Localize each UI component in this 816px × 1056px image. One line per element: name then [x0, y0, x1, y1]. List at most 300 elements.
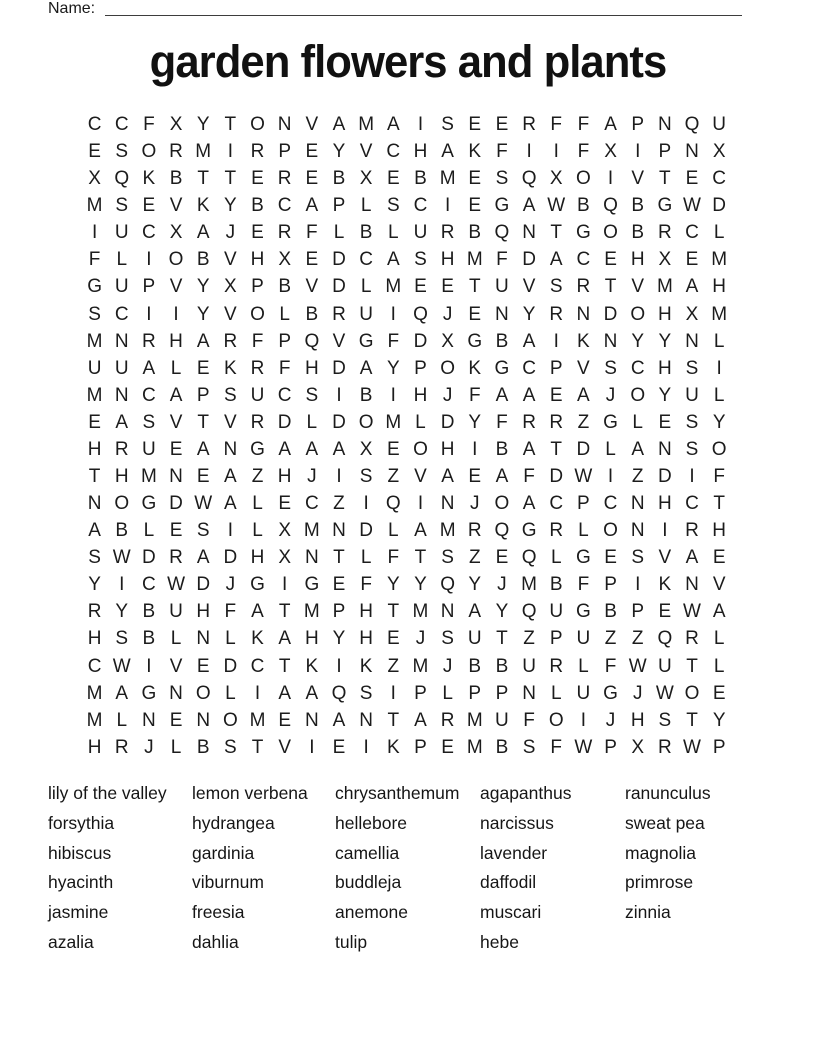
grid-letter: O — [168, 249, 184, 271]
word-item: muscari — [480, 902, 542, 923]
grid-letter: H — [712, 520, 727, 542]
word-item: anemone — [335, 902, 408, 923]
grid-letter: T — [387, 709, 400, 731]
grid-letter: V — [658, 547, 672, 569]
grid-letter: N — [277, 114, 292, 135]
grid-letter: D — [223, 547, 238, 569]
grid-letter: E — [169, 520, 183, 542]
grid-letter: U — [114, 357, 129, 379]
grid-letter: U — [576, 628, 591, 650]
grid-letter: N — [522, 682, 536, 704]
grid-letter: N — [359, 709, 373, 731]
grid-letter: H — [413, 384, 428, 406]
grid-letter: S — [142, 411, 156, 433]
grid-letter: S — [522, 736, 536, 758]
grid-letter: J — [442, 655, 453, 677]
grid-letter: E — [251, 222, 264, 244]
grid-letter: N — [685, 574, 699, 596]
grid-letter: Y — [522, 303, 536, 325]
grid-letter: C — [87, 655, 102, 677]
grid-letter: A — [224, 493, 237, 515]
grid-letter: S — [441, 628, 454, 650]
grid-letter: B — [305, 303, 319, 325]
grid-letter: E — [685, 168, 699, 190]
grid-letter: A — [712, 601, 726, 623]
grid-letter: C — [549, 493, 564, 515]
grid-letter: L — [388, 520, 399, 542]
grid-letter: H — [630, 249, 645, 271]
grid-letter: Y — [495, 601, 509, 623]
grid-letter: W — [683, 601, 701, 623]
grid-letter: I — [607, 466, 614, 488]
grid-row — [81, 436, 734, 463]
grid-letter: F — [360, 574, 372, 596]
grid-letter: A — [495, 384, 509, 406]
grid-letter: D — [712, 195, 727, 217]
grid-letter: L — [360, 195, 372, 217]
grid-letter: L — [116, 709, 128, 731]
grid-letter: E — [169, 438, 183, 460]
grid-letter: D — [440, 411, 455, 433]
grid-letter: I — [227, 141, 233, 163]
grid-letter: S — [305, 384, 319, 406]
grid-letter: H — [87, 628, 102, 650]
grid-letter: B — [332, 168, 346, 190]
letter-grid — [81, 111, 734, 761]
grid-letter: U — [522, 655, 536, 677]
grid-letter: Q — [331, 682, 347, 704]
word-list-column — [625, 779, 775, 958]
grid-letter: L — [713, 222, 725, 244]
grid-letter: V — [224, 303, 237, 325]
grid-row — [81, 653, 734, 680]
grid-letter: B — [359, 222, 373, 244]
grid-letter: O — [603, 520, 618, 542]
word-item: hibiscus — [48, 842, 112, 863]
grid-letter: D — [576, 438, 591, 460]
grid-letter: M — [358, 114, 375, 135]
grid-letter: O — [114, 493, 130, 515]
grid-letter: F — [523, 466, 535, 488]
grid-letter: G — [250, 574, 265, 596]
grid-letter: I — [336, 384, 342, 406]
grid-letter: C — [630, 357, 645, 379]
grid-letter: Z — [631, 628, 644, 650]
grid-letter: E — [305, 249, 319, 271]
grid-letter: P — [251, 276, 264, 298]
grid-letter: Y — [658, 330, 672, 352]
grid-letter: E — [468, 168, 482, 190]
grid-letter: V — [332, 330, 346, 352]
grid-letter: O — [548, 709, 564, 731]
grid-letter: T — [224, 114, 237, 135]
grid-letter: E — [305, 141, 319, 163]
grid-letter: A — [169, 384, 183, 406]
word-list-column — [335, 779, 480, 958]
grid-letter: U — [114, 222, 129, 244]
grid-letter: R — [467, 520, 482, 542]
grid-letter: H — [712, 276, 727, 298]
grid-letter: C — [359, 249, 373, 271]
grid-row — [81, 219, 734, 246]
grid-letter: S — [441, 114, 454, 135]
grid-letter: I — [227, 520, 233, 542]
grid-letter: T — [550, 222, 563, 244]
grid-letter: N — [223, 438, 238, 460]
grid-letter: A — [251, 601, 264, 623]
grid-letter: E — [88, 141, 101, 163]
grid-letter: C — [142, 222, 156, 244]
grid-letter: V — [631, 276, 645, 298]
grid-letter: F — [496, 249, 508, 271]
grid-letter: P — [549, 357, 563, 379]
grid-letter: V — [522, 276, 536, 298]
grid-letter: Q — [684, 114, 700, 135]
grid-letter: N — [657, 114, 672, 135]
grid-letter: Z — [387, 655, 400, 677]
word-item: gardinia — [192, 842, 255, 863]
grid-letter: Y — [468, 411, 482, 433]
grid-letter: A — [549, 249, 563, 271]
grid-letter: F — [496, 411, 508, 433]
word-list — [48, 779, 788, 958]
grid-letter: N — [440, 601, 455, 623]
grid-letter: T — [197, 168, 209, 190]
grid-letter: L — [170, 628, 182, 650]
grid-letter: X — [359, 438, 373, 460]
grid-letter: L — [143, 520, 155, 542]
grid-letter: C — [576, 249, 591, 271]
grid-letter: R — [522, 411, 536, 433]
grid-letter: T — [278, 601, 291, 623]
grid-row — [81, 544, 734, 571]
grid-letter: U — [576, 682, 591, 704]
grid-letter: A — [441, 141, 454, 163]
grid-letter: E — [712, 682, 726, 704]
grid-letter: E — [386, 438, 400, 460]
grid-letter: A — [522, 438, 536, 460]
page-title: garden flowers and plants — [149, 36, 667, 87]
grid-letter: M — [86, 709, 103, 731]
grid-letter: H — [657, 493, 672, 515]
grid-letter: N — [169, 682, 183, 704]
grid-letter: D — [332, 411, 346, 433]
grid-letter: C — [685, 493, 699, 515]
grid-letter: R — [549, 303, 564, 325]
grid-letter: S — [88, 303, 101, 325]
grid-letter: P — [658, 141, 672, 163]
grid-letter: F — [278, 357, 291, 379]
grid-letter: E — [441, 736, 454, 758]
grid-letter: L — [550, 682, 562, 704]
grid-letter: T — [387, 601, 400, 623]
grid-letter: W — [112, 655, 131, 677]
grid-row — [81, 165, 734, 192]
word-item: hellebore — [335, 812, 407, 833]
grid-letter: U — [250, 384, 265, 406]
grid-letter: D — [169, 493, 183, 515]
grid-letter: O — [630, 303, 646, 325]
grid-letter: C — [142, 574, 156, 596]
grid-letter: V — [278, 736, 292, 758]
grid-letter: E — [468, 466, 482, 488]
grid-letter: A — [278, 628, 292, 650]
word-list-column — [480, 779, 625, 958]
grid-letter: G — [576, 222, 591, 244]
grid-letter: C — [142, 384, 156, 406]
grid-letter: R — [332, 303, 346, 325]
grid-letter: I — [336, 466, 342, 488]
word-item: hydrangea — [192, 812, 275, 833]
grid-letter: S — [495, 168, 509, 190]
grid-letter: O — [576, 168, 591, 190]
grid-letter: R — [685, 520, 699, 542]
grid-letter: E — [332, 574, 346, 596]
grid-row — [81, 246, 734, 273]
grid-letter: I — [282, 574, 288, 596]
grid-letter: Q — [521, 601, 537, 623]
grid-letter: M — [195, 141, 212, 163]
grid-letter: N — [685, 330, 699, 352]
grid-letter: E — [441, 276, 454, 298]
grid-letter: I — [309, 736, 315, 758]
grid-letter: Z — [631, 466, 644, 488]
grid-letter: P — [278, 141, 292, 163]
grid-row — [81, 571, 734, 598]
grid-letter: V — [169, 276, 183, 298]
grid-letter: M — [249, 709, 266, 731]
grid-letter: E — [549, 384, 563, 406]
grid-letter: T — [468, 276, 481, 298]
grid-letter: R — [250, 411, 265, 433]
grid-letter: N — [304, 547, 319, 569]
grid-letter: Z — [251, 466, 264, 488]
grid-row — [81, 301, 734, 328]
word-item: lavender — [480, 842, 548, 863]
grid-letter: A — [224, 466, 237, 488]
grid-letter: U — [413, 222, 428, 244]
grid-letter: E — [142, 195, 156, 217]
grid-letter: R — [657, 736, 672, 758]
grid-letter: F — [387, 547, 400, 569]
grid-letter: A — [359, 357, 373, 379]
grid-letter: I — [553, 330, 559, 352]
grid-letter: V — [359, 141, 373, 163]
grid-letter: P — [196, 384, 210, 406]
grid-letter: R — [522, 114, 536, 135]
grid-letter: E — [196, 655, 210, 677]
grid-letter: V — [305, 276, 319, 298]
grid-letter: L — [225, 682, 236, 704]
grid-letter: B — [468, 655, 482, 677]
grid-letter: I — [689, 466, 695, 488]
grid-letter: V — [414, 466, 427, 488]
grid-row — [81, 517, 734, 544]
grid-letter: E — [88, 411, 101, 433]
grid-letter: T — [496, 628, 508, 650]
grid-letter: E — [604, 249, 617, 271]
grid-letter: J — [225, 222, 236, 244]
grid-letter: C — [522, 357, 536, 379]
grid-letter: H — [359, 601, 373, 623]
grid-letter: P — [332, 195, 346, 217]
grid-letter: R — [657, 222, 672, 244]
grid-letter: V — [631, 168, 645, 190]
grid-letter: M — [412, 601, 429, 623]
grid-letter: L — [713, 628, 725, 650]
grid-letter: S — [685, 357, 699, 379]
grid-letter: A — [305, 438, 319, 460]
grid-letter: C — [277, 195, 292, 217]
grid-letter: N — [142, 709, 156, 731]
grid-letter: A — [522, 493, 536, 515]
grid-letter: X — [278, 249, 292, 271]
grid-letter: G — [521, 520, 537, 542]
grid-letter: N — [522, 222, 536, 244]
grid-letter: P — [631, 114, 645, 135]
grid-letter: L — [442, 682, 453, 704]
grid-letter: X — [169, 222, 183, 244]
grid-letter: H — [304, 357, 319, 379]
grid-letter: I — [363, 736, 369, 758]
grid-letter: T — [659, 168, 671, 190]
grid-letter: Y — [658, 384, 672, 406]
grid-letter: U — [657, 655, 672, 677]
grid-letter: L — [388, 222, 399, 244]
grid-letter: M — [521, 574, 537, 596]
grid-letter: T — [604, 276, 617, 298]
grid-letter: C — [603, 493, 618, 515]
grid-letter: L — [360, 276, 372, 298]
grid-letter: H — [304, 628, 319, 650]
grid-letter: X — [631, 736, 645, 758]
word-item: buddleja — [335, 872, 402, 893]
grid-letter: I — [390, 384, 396, 406]
grid-letter: I — [146, 303, 152, 325]
grid-letter: Y — [88, 574, 101, 596]
grid-letter: E — [495, 547, 509, 569]
grid-letter: L — [333, 222, 345, 244]
grid-row — [81, 490, 734, 517]
grid-letter: U — [549, 601, 564, 623]
grid-letter: W — [194, 493, 213, 515]
grid-letter: O — [141, 141, 157, 163]
grid-letter: U — [712, 114, 727, 135]
grid-letter: J — [225, 574, 236, 596]
grid-letter: A — [522, 384, 536, 406]
grid-letter: C — [277, 384, 292, 406]
grid-letter: V — [169, 655, 183, 677]
grid-letter: L — [578, 655, 589, 677]
grid-letter: P — [142, 276, 156, 298]
grid-letter: J — [470, 493, 480, 515]
grid-letter: F — [387, 330, 400, 352]
name-blank-line — [105, 15, 742, 16]
grid-letter: R — [223, 330, 238, 352]
grid-letter: A — [88, 520, 101, 542]
grid-letter: E — [658, 601, 672, 623]
grid-letter: F — [550, 736, 563, 758]
grid-letter: F — [523, 709, 535, 731]
grid-letter: J — [605, 709, 616, 731]
grid-letter: H — [250, 547, 265, 569]
grid-letter: A — [305, 682, 319, 704]
grid-letter: W — [628, 655, 647, 677]
grid-letter: F — [306, 222, 318, 244]
grid-letter: Y — [386, 574, 400, 596]
grid-letter: R — [277, 222, 292, 244]
word-item: camellia — [335, 842, 400, 863]
grid-letter: S — [441, 547, 454, 569]
grid-letter: R — [87, 601, 102, 623]
grid-letter: M — [656, 276, 673, 298]
grid-letter: Q — [304, 330, 320, 352]
grid-letter: F — [88, 249, 101, 271]
grid-letter: J — [605, 384, 616, 406]
grid-letter: S — [658, 709, 672, 731]
word-item: tulip — [335, 931, 368, 952]
grid-letter: R — [549, 655, 564, 677]
word-item: primrose — [625, 872, 694, 893]
grid-row — [81, 111, 734, 138]
grid-letter: L — [713, 655, 725, 677]
grid-letter: B — [495, 655, 509, 677]
grid-letter: S — [359, 682, 373, 704]
grid-letter: T — [224, 168, 237, 190]
grid-letter: E — [196, 357, 210, 379]
grid-letter: H — [196, 601, 211, 623]
grid-letter: B — [631, 195, 645, 217]
grid-letter: I — [390, 682, 396, 704]
grid-letter: U — [467, 628, 482, 650]
grid-letter: Y — [386, 357, 400, 379]
grid-letter: T — [278, 655, 291, 677]
grid-letter: S — [224, 736, 237, 758]
grid-letter: S — [631, 547, 645, 569]
grid-letter: M — [711, 249, 728, 271]
grid-letter: E — [495, 114, 509, 135]
grid-letter: K — [196, 195, 210, 217]
grid-letter: B — [142, 628, 156, 650]
grid-letter: Z — [333, 493, 345, 515]
grid-letter: V — [224, 249, 237, 271]
grid-letter: I — [146, 249, 152, 271]
grid-letter: Q — [413, 303, 428, 325]
grid-letter: O — [440, 357, 455, 379]
grid-letter: Z — [577, 411, 590, 433]
grid-letter: T — [88, 466, 101, 488]
grid-letter: T — [197, 411, 209, 433]
grid-letter: C — [386, 141, 401, 163]
grid-letter: N — [440, 493, 455, 515]
grid-letter: L — [252, 493, 263, 515]
grid-row — [81, 409, 734, 436]
grid-letter: S — [549, 276, 563, 298]
grid-letter: Q — [385, 493, 401, 515]
grid-letter: M — [385, 411, 402, 433]
grid-letter: P — [712, 736, 726, 758]
grid-letter: X — [604, 141, 617, 163]
grid-letter: Y — [712, 411, 726, 433]
grid-letter: A — [631, 438, 645, 460]
grid-letter: L — [713, 330, 725, 352]
grid-letter: E — [468, 114, 482, 135]
grid-row — [81, 138, 734, 165]
grid-row — [81, 625, 734, 652]
grid-letter: A — [196, 330, 210, 352]
grid-letter: I — [173, 303, 179, 325]
grid-row — [81, 707, 734, 734]
